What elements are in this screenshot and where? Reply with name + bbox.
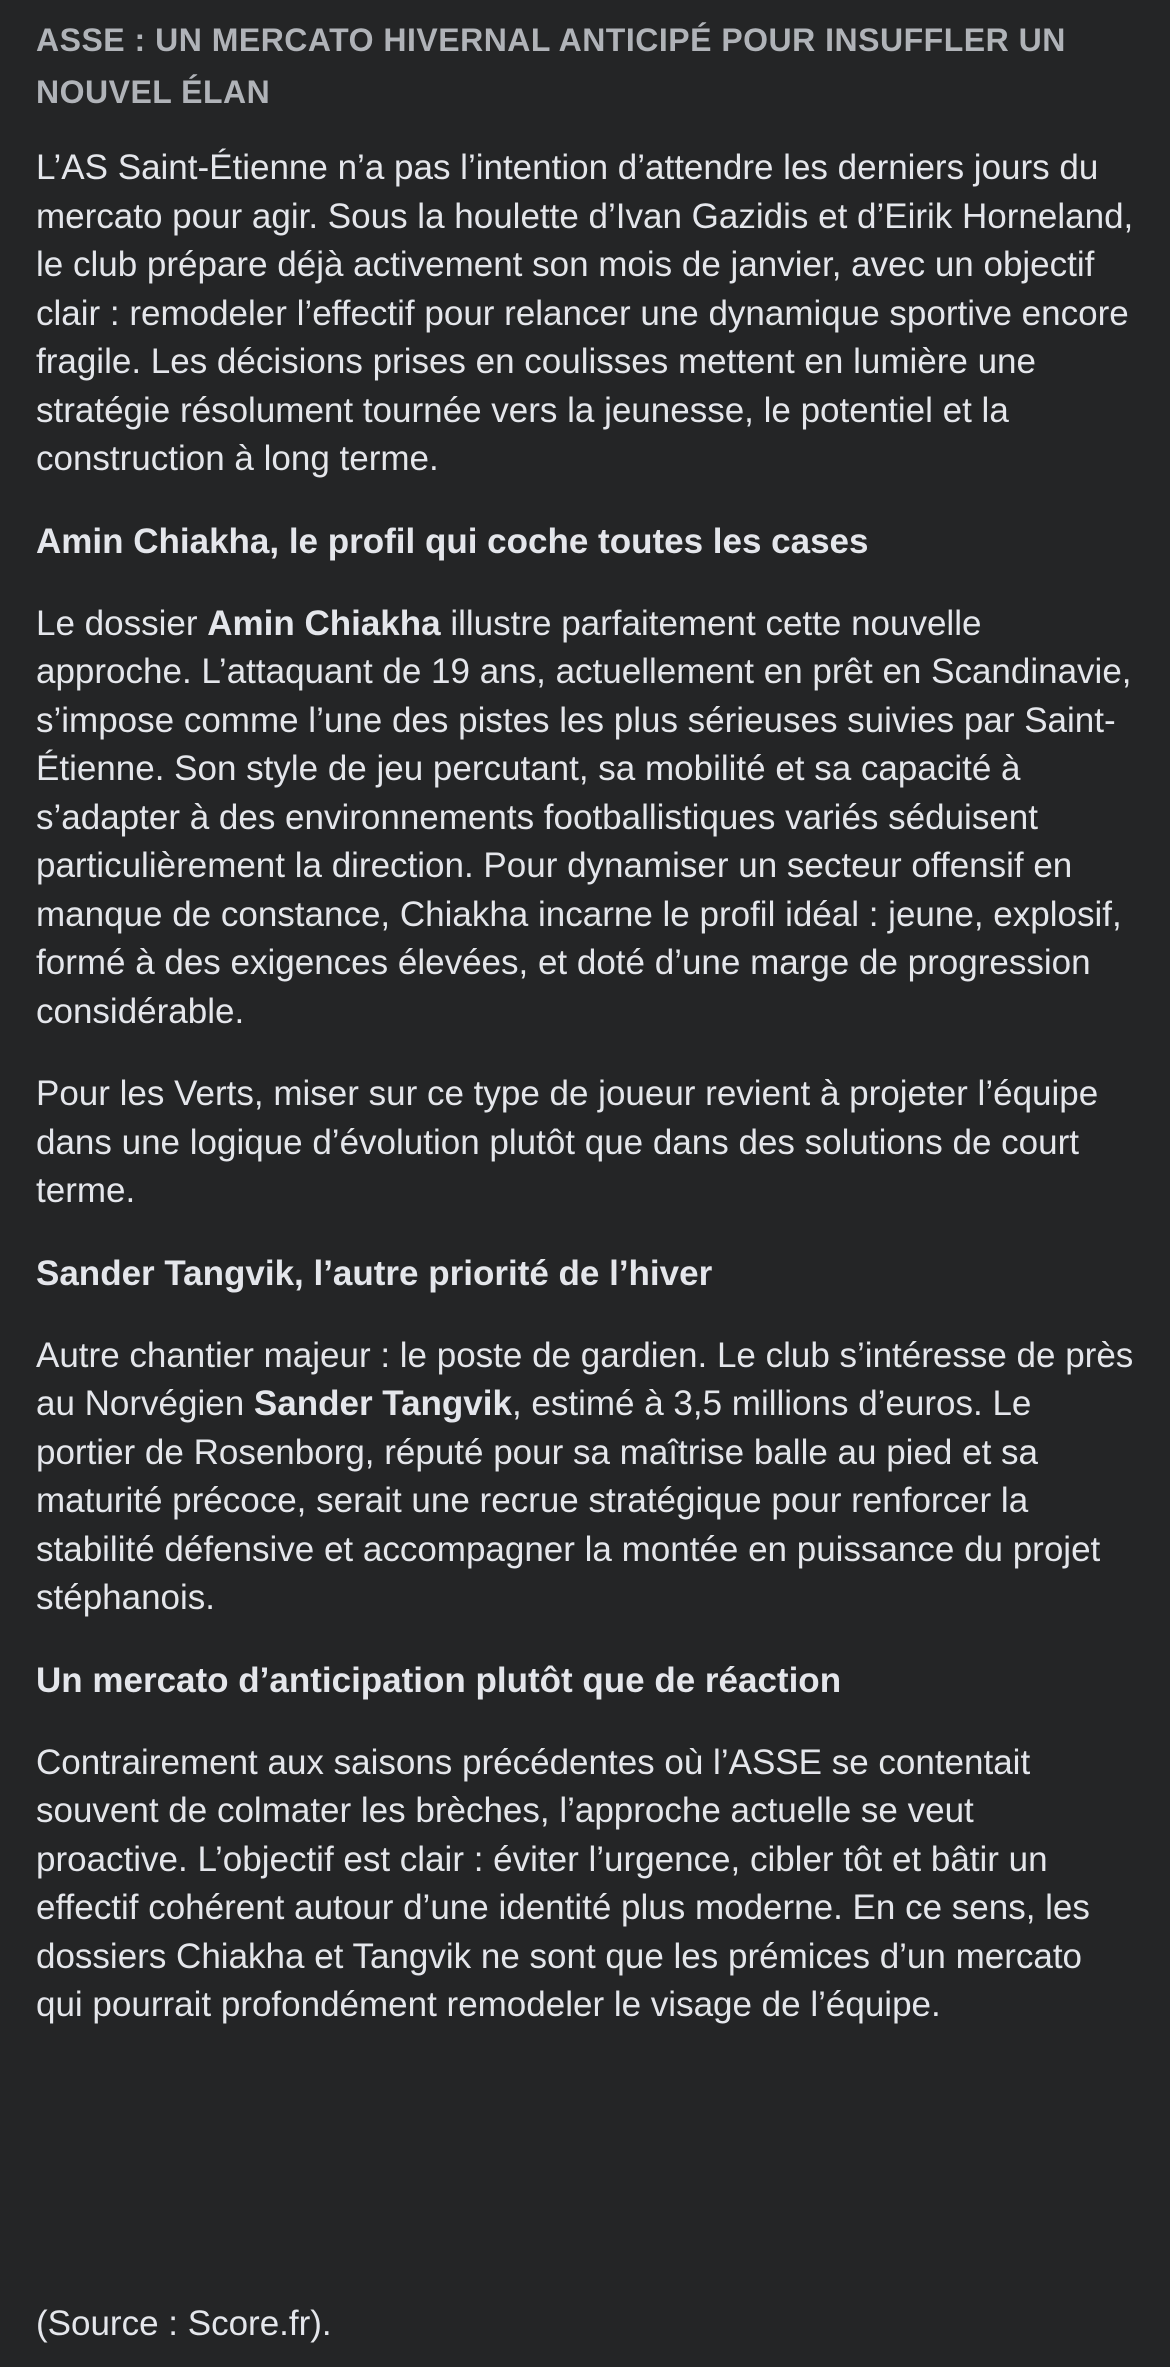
chiakha-text-before: Le dossier — [36, 603, 208, 643]
tangvik-name-bold: Sander Tangvik — [253, 1384, 512, 1423]
verts-paragraph: Pour les Verts, miser sur ce type de joueur revient à projeter l’équipe dans une logique d’évolution plutôt que dans des solutions de court terme. — [36, 1074, 1099, 1210]
chiakha-text-after: illustre parfaitement cette nouvelle approche. L’attaquant de 19 ans, actuellement en prêt en Scandinavie, s’impose comme l’une des pistes les plus sérieuses suivies par Saint-Étienne. Son style de jeu percutant, sa mobilité et sa capacité à s’adapter à des environnements footballistiques variés séduisent particulièrement la direction. Pour dynamiser un secteur offensif en manque de constance, Chiakha incarne le profil idéal : jeune, explosif, formé à des exigences élevées, et doté d’une marge de progression considérable. — [36, 603, 1132, 1031]
chiakha-name-bold: Amin Chiakha — [207, 603, 441, 643]
tangvik-paragraph — [36, 1332, 1134, 1623]
tangvik-text-after: , estimé à 3,5 millions d’euros. Le portier de Rosenborg, réputé pour sa maîtrise balle au pied et sa maturité précoce, serait une recrue stratégique pour renforcer la stabilité défensive et accompagner la montée en puissance du projet stéphanois. — [36, 1384, 1101, 1617]
section-heading-chiakha: Amin Chiakha, le profil qui coche toutes les cases — [36, 521, 869, 561]
anticipation-paragraph: Contrairement aux saisons précédentes où l’ASSE se contentait souvent de colmater les brèches, l’approche actuelle se veut proactive. L’objectif est clair : éviter l’urgence, cibler tôt et bâtir un effectif cohérent autour d’une identité plus moderne. En ce sens, les dossiers Chiakha et Tangvik ne sont que les prémices d’un mercato qui pourrait profondément remodeler le visage de l’équipe. — [36, 1742, 1090, 2024]
section-heading-tangvik: Sander Tangvik, l’autre priorité de l’hiver — [36, 1253, 713, 1293]
source-credit: (Source : Score.fr). — [36, 2304, 332, 2343]
section-heading-anticipation: Un mercato d’anticipation plutôt que de réaction — [36, 1660, 842, 1700]
chiakha-paragraph — [36, 600, 1134, 1037]
intro-paragraph: L’AS Saint-Étienne n’a pas l’intention d’attendre les derniers jours du mercato pour agir. Sous la houlette d’Ivan Gazidis et d’Eirik Horneland, le club prépare déjà activement son mois de janvier, avec un objectif clair : remodeler l’effectif pour relancer une dynamique sportive encore fragile. Les décisions prises en coulisses mettent en lumière une stratégie résolument tournée vers la jeunesse, le potentiel et la construction à long terme. — [36, 148, 1134, 478]
article-kicker: ASSE : UN MERCATO HIVERNAL ANTICIPÉ POUR INSUFFLER UN NOUVEL ÉLAN — [36, 22, 1066, 110]
tangvik-text-before: Autre chantier majeur : le poste de gardien. Le club s’intéresse de près au Norvégien — [36, 1335, 1134, 1423]
